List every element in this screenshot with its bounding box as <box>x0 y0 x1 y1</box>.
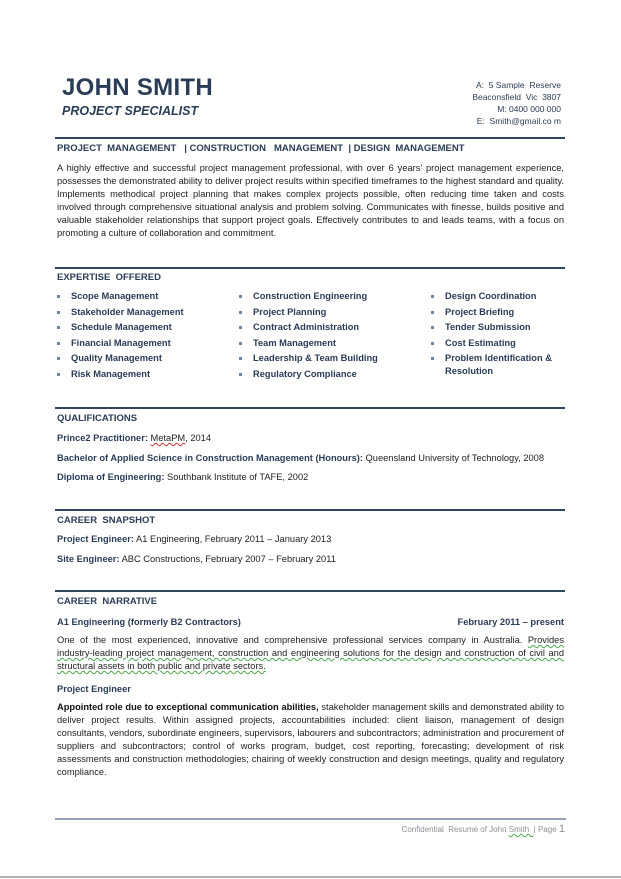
company-desc-plain: One of the most experienced, innovative and comprehensive professional services company in Australia. <box>57 635 528 645</box>
expertise-item: Scope Management <box>56 290 226 306</box>
expertise-item: Risk Management <box>56 368 226 384</box>
expertise-item: Problem Identification & Resolution <box>430 352 570 378</box>
section-divider <box>55 137 565 139</box>
snapshot-heading: CAREER SNAPSHOT <box>57 515 156 526</box>
snapshot-label: Site Engineer: <box>57 554 120 564</box>
expertise-item: Quality Management <box>56 352 226 368</box>
summary-text: A highly effective and successful project management professional, with over 6 years’ project management experience, possesses the demonstrated ability to deliver project results within specified timeframes to the highest standard and quality. Implements methodical project planning that makes complex projects possible, often reducing time taken and costs involved through comprehensive situational analysis and problem solving. Communicates with finesse, builds positive and valuable stakeholder relationships that support project goals. Effectively contributes to and leads teams, with a focus on promoting a culture of collaboration and commitment. <box>57 163 564 238</box>
expertise-item: Financial Management <box>56 337 226 353</box>
expertise-item: Stakeholder Management <box>56 306 226 322</box>
contact-address-line2: Beaconsfield Vic 3807 <box>472 92 561 102</box>
summary-headline: PROJECT MANAGEMENT | CONSTRUCTION MANAGEMENT | DESIGN MANAGEMENT <box>57 143 465 154</box>
qualification-label: Diploma of Engineering: <box>57 472 165 482</box>
snapshot-item <box>57 534 331 544</box>
page-number: 1 <box>558 823 565 835</box>
qualification-label: Bachelor of Applied Science in Construction Management (Honours): <box>57 453 363 463</box>
qualification-item <box>57 453 544 463</box>
snapshot-item <box>57 554 336 564</box>
narrative-role-description <box>57 701 564 779</box>
footer-text: Confidential Resume of John <box>401 825 509 834</box>
company-desc-flagged: Provides industry-leading project management, construction and engineering solutions for the design and construction of civil and structural assets in both public and private sectors. <box>57 635 564 671</box>
qualification-item <box>57 472 308 482</box>
snapshot-detail: A1 Engineering, February 2011 – January 2013 <box>133 534 332 544</box>
qualification-label: Prince2 Practitioner: <box>57 433 148 443</box>
expertise-item: Leadership & Team Building <box>238 352 423 368</box>
role-desc: stakeholder management skills and demonstrated ability to deliver project results. Within assigned projects, accountabilities included: client liaison, management of design consultants, vendors, subordinate engineers, supervisors, labourers and subcontractors; administration and procurement of suppliers and subcontractors; control of works program, budget, cost reporting, forecasting; development of risk assessments and construction methodologies; chairing of weekly construction and design meetings, quality and regulatory compliance. <box>57 702 564 777</box>
expertise-item: Construction Engineering <box>238 290 423 306</box>
narrative-dates: February 2011 – present <box>457 617 564 627</box>
snapshot-label: Project Engineer: <box>57 534 134 544</box>
section-divider <box>55 267 565 269</box>
footer-flagged: Smith | <box>508 825 536 834</box>
expertise-column-3 <box>430 290 570 378</box>
snapshot-detail: ABC Constructions, February 2007 – February 2011 <box>119 554 336 564</box>
qualification-detail: Southbank Institute of TAFE, 2002 <box>164 472 309 482</box>
expertise-column-1 <box>56 290 226 383</box>
section-divider <box>55 407 565 409</box>
contact-email: E: Smith@gmail.co m <box>476 116 561 126</box>
expertise-item: Cost Estimating <box>430 337 570 353</box>
expertise-column-2 <box>238 290 423 383</box>
contact-address-line1: A: 5 Sample Reserve <box>475 80 561 90</box>
expertise-item: Schedule Management <box>56 321 226 337</box>
qualification-detail-flagged: MetaPM <box>150 433 186 443</box>
footer-page-label: Page <box>535 825 559 834</box>
page-bottom-edge <box>0 876 621 878</box>
section-divider <box>55 590 565 592</box>
candidate-name: JOHN SMITH <box>62 74 214 101</box>
narrative-company-description <box>57 634 564 673</box>
section-divider <box>55 509 565 511</box>
qualification-detail: Queensland University of Technology, 2008 <box>362 453 545 463</box>
expertise-item: Design Coordination <box>430 290 570 306</box>
narrative-company: A1 Engineering (formerly B2 Contractors) <box>57 617 241 627</box>
expertise-item: Contract Administration <box>238 321 423 337</box>
qualification-detail: , 2014 <box>185 433 212 443</box>
narrative-role: Project Engineer <box>57 684 131 694</box>
expertise-item: Team Management <box>238 337 423 353</box>
expertise-item: Tender Submission <box>430 321 570 337</box>
candidate-title: PROJECT SPECIALIST <box>62 104 199 118</box>
page-footer <box>402 823 565 835</box>
expertise-item: Regulatory Compliance <box>238 368 423 384</box>
qualifications-heading: QUALIFICATIONS <box>57 413 138 424</box>
expertise-item: Project Planning <box>238 306 423 322</box>
contact-mobile: M: 0400 000 000 <box>497 104 561 114</box>
role-desc-bold: Appointed role due to exceptional communication abilities, <box>57 702 319 712</box>
footer-divider <box>55 818 566 820</box>
contact-block <box>472 79 561 127</box>
narrative-heading: CAREER NARRATIVE <box>57 596 158 607</box>
qualification-item <box>57 433 211 443</box>
expertise-item: Project Briefing <box>430 306 570 322</box>
expertise-heading: EXPERTISE OFFERED <box>57 272 161 283</box>
